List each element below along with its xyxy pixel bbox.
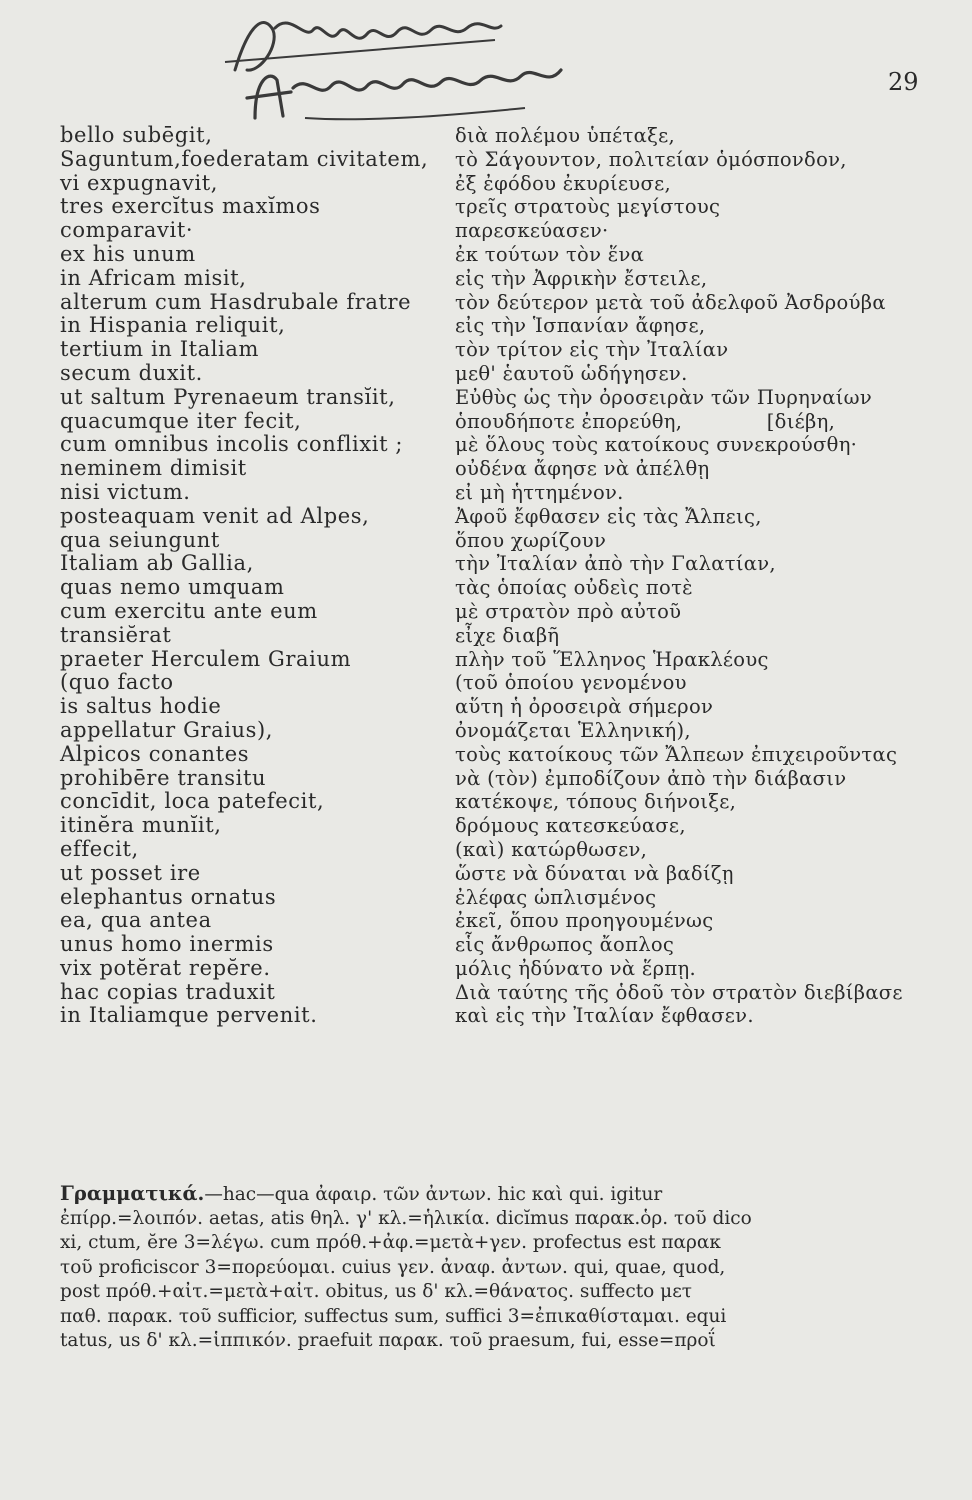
- grammar-line: xi, ctum, ĕre 3=λέγω. cum πρόθ.+ἀφ.=μετὰ+γεν. profectus est παρακ: [60, 1232, 721, 1253]
- latin-line: ut posset ire: [60, 860, 201, 885]
- grammar-line: [60, 1182, 952, 1207]
- latin-line: elephantus ornatus: [60, 884, 277, 909]
- greek-line: μόλις ἠδύνατο νὰ ἕρπῃ.: [455, 956, 697, 980]
- latin-line: vi expugnavit,: [60, 170, 219, 195]
- latin-line: unus homo inermis: [60, 932, 274, 957]
- latin-line: Alpicos conantes: [60, 741, 250, 766]
- greek-line: εἷς ἄνθρωπος ἄοπλος: [455, 933, 675, 957]
- grammar-notes: [60, 1182, 952, 1354]
- greek-line: τρεῖς στρατοὺς μεγίστους: [455, 195, 721, 219]
- latin-line: quacumque iter fecit,: [60, 408, 302, 433]
- greek-line: ὁπουδήποτε ἐπορεύθη, [διέβη,: [455, 409, 836, 433]
- latin-line: quas nemo umquam: [60, 575, 285, 600]
- latin-line: is saltus hodie: [60, 694, 222, 719]
- latin-line: Italiam ab Gallia,: [60, 551, 254, 576]
- greek-line: Ἀφοῦ ἔφθασεν εἰς τὰς Ἄλπεις,: [455, 504, 762, 528]
- latin-text-column: [60, 124, 460, 1028]
- latin-line: transiĕrat: [60, 622, 172, 647]
- greek-line: εἶχε διαβῆ: [455, 623, 560, 647]
- greek-line: Διὰ ταύτης τῆς ὁδοῦ τὸν στρατὸν διεβίβασε: [455, 980, 903, 1004]
- latin-line: Saguntum,foederatam civitatem,: [60, 146, 429, 171]
- greek-line: εἰς τὴν Ἱσπανίαν ἄφησε,: [455, 314, 706, 338]
- latin-line: posteaquam venit ad Alpes,: [60, 503, 370, 528]
- greek-line: αὕτη ἡ ὀροσειρὰ σήμερον: [455, 695, 714, 719]
- greek-line: τοὺς κατοίκους τῶν Ἄλπεων ἐπιχειροῦντας: [455, 742, 898, 766]
- latin-line: tres exercĭtus maxĭmos: [60, 194, 321, 219]
- latin-line: itinĕra munĭit,: [60, 813, 222, 838]
- grammar-line: tatus, us δ' κλ.=ἱππικόν. praefuit παρακ. τοῦ praesum, fui, esse=προΐ: [60, 1330, 716, 1351]
- greek-line: Εὐθὺς ὡς τὴν ὀροσειρὰν τῶν Πυρηναίων: [455, 385, 873, 409]
- greek-line: τὸ Σάγουντον, πολιτείαν ὁμόσπονδον,: [455, 147, 847, 171]
- greek-line: οὐδένα ἄφησε νὰ ἀπέλθῃ: [455, 457, 710, 481]
- greek-line: δρόμους κατεσκεύασε,: [455, 814, 686, 838]
- grammar-text: —hac—qua ἀφαιρ. τῶν ἀντων. hic καὶ qui. igitur: [204, 1184, 663, 1205]
- greek-line: πλὴν τοῦ Ἕλληνος Ἡρακλέους: [455, 647, 769, 671]
- greek-line: ὅπου χωρίζουν: [455, 528, 607, 552]
- latin-line: ex his unum: [60, 241, 196, 266]
- greek-line: τὰς ὁποίας οὐδεὶς ποτὲ: [455, 576, 693, 600]
- latin-line: ut saltum Pyrenaeum transĭit,: [60, 384, 396, 409]
- greek-line: (τοῦ ὁποίου γενομένου: [455, 671, 687, 695]
- greek-line: ἐκεῖ, ὅπου προηγουμένως: [455, 909, 714, 933]
- greek-line: παρεσκεύασεν·: [455, 219, 609, 243]
- latin-line: qua seiungunt: [60, 527, 220, 552]
- greek-line: ἐξ ἐφόδου ἐκυρίευσε,: [455, 171, 671, 195]
- latin-line: vix potĕrat repĕre.: [60, 955, 271, 980]
- grammar-line: ἐπίρρ.=λοιπόν. aetas, atis θηλ. γ' κλ.=ἡλικία. dicĭmus παρακ.ὁρ. τοῦ dico: [60, 1207, 752, 1229]
- latin-line: ea, qua antea: [60, 908, 212, 933]
- greek-line: μὲ στρατὸν πρὸ αὐτοῦ: [455, 599, 682, 623]
- grammar-line: post πρόθ.+αἰτ.=μετὰ+αἰτ. obitus, us δ' κλ.=θάνατος. suffecto μετ: [60, 1281, 693, 1302]
- latin-line: (quo facto: [60, 670, 174, 695]
- greek-text-column: [455, 124, 955, 1028]
- greek-line: τὸν δεύτερον μετὰ τοῦ ἀδελφοῦ Ἀσδρούβα: [455, 290, 886, 314]
- page-number: 29: [888, 68, 919, 96]
- grammar-heading: Γραμματικά.: [60, 1182, 205, 1205]
- latin-line: prohibēre transitu: [60, 765, 267, 790]
- greek-line: διὰ πολέμου ὑπέταξε,: [455, 124, 676, 147]
- latin-line: tertium in Italiam: [60, 337, 260, 362]
- greek-line: ἐλέφας ὡπλισμένος: [455, 885, 657, 909]
- greek-line: καὶ εἰς τὴν Ἰταλίαν ἔφθασεν.: [455, 1004, 754, 1028]
- greek-line: εἰ μὴ ἡττημένον.: [455, 480, 624, 504]
- greek-line: νὰ (τὸν) ἐμποδίζουν ἀπὸ τὴν διάβασιν: [455, 766, 847, 790]
- greek-line: (καὶ) κατώρθωσεν,: [455, 837, 648, 861]
- greek-line: τὴν Ἰταλίαν ἀπὸ τὴν Γαλατίαν,: [455, 552, 776, 576]
- greek-line: εἰς τὴν Ἀφρικὴν ἔστειλε,: [455, 266, 708, 290]
- grammar-line: παθ. παρακ. τοῦ sufficior, suffectus sum, suffici 3=ἐπικαθίσταμαι. equi: [60, 1305, 727, 1327]
- latin-line: hac copias traduxit: [60, 979, 276, 1004]
- grammar-line: τοῦ proficiscor 3=πορεύομαι. cuius γεν. ἀναφ. ἀντων. qui, quae, quod,: [60, 1256, 726, 1278]
- latin-line: effecit,: [60, 836, 139, 861]
- latin-line: in Hispania reliquit,: [60, 313, 286, 338]
- latin-line: cum omnibus incolis conflixit ;: [60, 432, 404, 457]
- handwritten-signature: [195, 0, 615, 130]
- latin-line: alterum cum Hasdrubale fratre: [60, 289, 412, 314]
- latin-line: in Africam misit,: [60, 265, 247, 290]
- latin-line: neminem dimisit: [60, 456, 247, 481]
- latin-line: appellatur Graius),: [60, 717, 274, 742]
- latin-line: bello subēgit,: [60, 123, 213, 147]
- greek-line: τὸν τρίτον εἰς τὴν Ἰταλίαν: [455, 338, 729, 362]
- latin-line: praeter Herculem Graium: [60, 646, 352, 671]
- greek-line: μεθ' ἑαυτοῦ ὡδήγησεν.: [455, 361, 688, 385]
- greek-line: ἐκ τούτων τὸν ἕνα: [455, 242, 645, 266]
- latin-line: comparavit·: [60, 218, 194, 243]
- greek-line: κατέκοψε, τόπους διήνοιξε,: [455, 790, 737, 814]
- greek-line: μὲ ὅλους τοὺς κατοίκους συνεκρούσθη·: [455, 433, 858, 457]
- latin-line: in Italiamque pervenit.: [60, 1003, 318, 1028]
- latin-line: nisi victum.: [60, 479, 191, 504]
- greek-line: ὥστε νὰ δύναται νὰ βαδίζῃ: [455, 861, 734, 885]
- latin-line: concīdit, loca patefecit,: [60, 789, 325, 814]
- latin-line: cum exercitu ante eum: [60, 598, 318, 623]
- latin-line: secum duxit.: [60, 360, 203, 385]
- greek-line: ὀνομάζεται Ἑλληνική),: [455, 718, 691, 742]
